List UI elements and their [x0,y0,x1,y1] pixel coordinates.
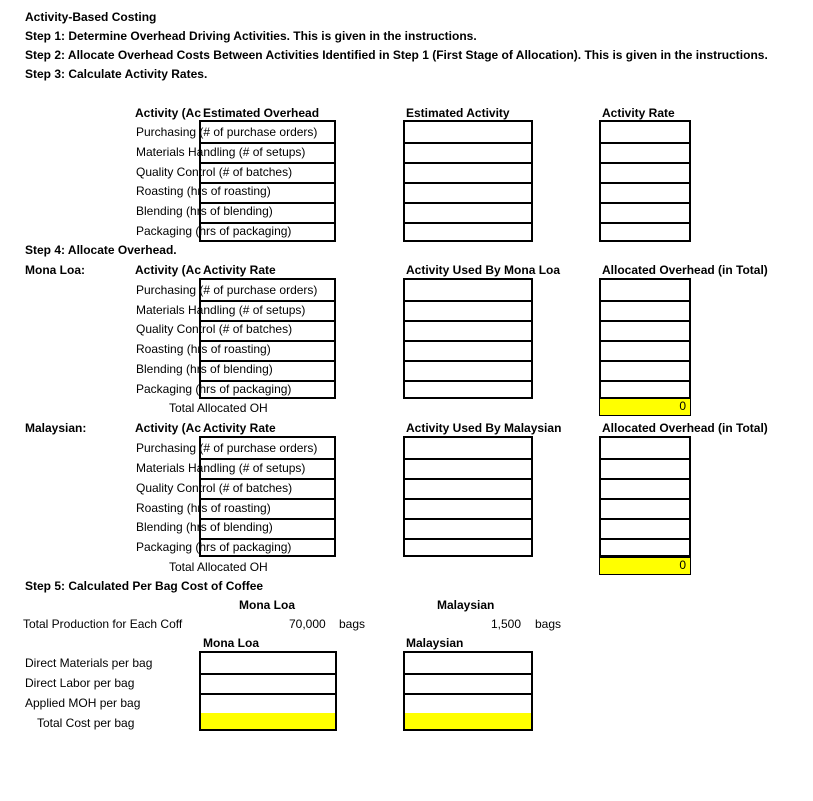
step3-rate-column[interactable] [599,120,691,242]
malaysian-col-alloc: Allocated Overhead (in Total) [602,421,768,435]
mona-used-column[interactable] [403,278,533,399]
malaysian-col-rate: Activity Rate [203,421,280,435]
input-cell[interactable] [405,162,531,180]
mona-total-value[interactable]: 0 [599,398,691,416]
step3-col-est-activity: Estimated Activity [406,106,510,120]
mona-col-rate: Activity Rate [203,263,280,277]
step2-text: Step 2: Allocate Overhead Costs Between Activities Identified in Step 1 (First Stage of Allocation). This is given in the instructions. [25,48,768,62]
mona-total-cost-cell[interactable] [201,713,335,729]
input-cell[interactable] [405,182,531,200]
step3-activity-label: Packaging (hrs of packaging) [136,224,292,238]
production-label: Total Production for Each Coff [23,617,183,631]
input-cell[interactable] [601,458,689,476]
input-cell[interactable] [405,458,531,476]
malaysian-total-value[interactable]: 0 [599,557,691,575]
cost-row-label: Applied MOH per bag [25,696,141,710]
input-cell[interactable] [601,162,689,180]
step5-head-malaysian: Malaysian [437,598,495,612]
malaysian-activity-label: Roasting (hrs of roasting) [136,501,271,515]
cost-row-label: Direct Materials per bag [25,656,153,670]
input-cell[interactable] [405,280,531,298]
sheet-title: Activity-Based Costing [25,10,157,24]
input-cell[interactable] [405,142,531,160]
input-cell[interactable] [601,142,689,160]
step1-text: Step 1: Determine Overhead Driving Activities. This is given in the instructions. [25,29,477,43]
malaysian-used-column[interactable] [403,436,533,557]
malaysian-activity-label: Quality Control (# of batches) [136,481,293,495]
input-cell[interactable] [601,300,689,318]
step3-activity-label: Materials Handling (# of setups) [136,145,306,159]
mona-col-activity: Activity (Ac [135,263,202,277]
input-cell[interactable] [601,498,689,516]
input-cell[interactable] [405,438,531,456]
total-cost-label: Total Cost per bag [37,716,135,730]
input-cell[interactable] [601,518,689,536]
step3-activity-label: Purchasing (# of purchase orders) [136,125,318,139]
malaysian-activity-label: Blending (hrs of blending) [136,520,273,534]
mona-col-alloc: Allocated Overhead (in Total) [602,263,768,277]
malaysian-bags-unit: bags [535,617,562,631]
step5-col-mona: Mona Loa [203,636,259,650]
input-cell[interactable] [601,280,689,298]
input-cell[interactable] [601,182,689,200]
input-cell[interactable] [405,380,531,398]
step5-title: Step 5: Calculated Per Bag Cost of Coffee [25,579,264,593]
step5-mona-column[interactable] [199,651,337,731]
input-cell[interactable] [405,360,531,378]
step3-activity-label: Blending (hrs of blending) [136,204,273,218]
step5-col-malaysian: Malaysian [406,636,464,650]
input-cell[interactable] [601,438,689,456]
mona-total-label: Total Allocated OH [169,401,268,415]
input-cell[interactable] [405,693,531,711]
mona-activity-label: Purchasing (# of purchase orders) [136,283,318,297]
malaysian-col-activity: Activity (Ac [135,421,202,435]
input-cell[interactable] [201,693,335,711]
mona-bags-unit: bags [339,617,366,631]
input-cell[interactable] [405,518,531,536]
malaysian-bags-value: 1,500 [491,617,522,631]
mona-activity-label: Materials Handling (# of setups) [136,303,306,317]
step3-text: Step 3: Calculate Activity Rates. [25,67,208,81]
malaysian-activity-label: Packaging (hrs of packaging) [136,540,292,554]
step5-head-mona: Mona Loa [239,598,295,612]
mona-activity-label: Quality Control (# of batches) [136,322,293,336]
input-cell[interactable] [405,300,531,318]
malaysian-total-cost-cell[interactable] [405,713,531,729]
input-cell[interactable] [405,340,531,358]
malaysian-activity-label: Purchasing (# of purchase orders) [136,441,318,455]
step3-activity-label: Quality Control (# of batches) [136,165,293,179]
step3-activity-label: Roasting (hrs of roasting) [136,184,271,198]
input-cell[interactable] [405,202,531,220]
mona-bags-value: 70,000 [289,617,326,631]
mona-col-used: Activity Used By Mona Loa [406,263,561,277]
input-cell[interactable] [405,538,531,556]
input-cell[interactable] [601,380,689,398]
input-cell[interactable] [405,320,531,338]
input-cell[interactable] [405,498,531,516]
step3-col-overhead: Estimated Overhead [203,106,323,120]
input-cell[interactable] [601,222,689,240]
mona-alloc-column[interactable] [599,278,691,399]
step3-est-activity-column[interactable] [403,120,533,242]
mona-activity-label: Packaging (hrs of packaging) [136,382,292,396]
step3-col-activity: Activity (Ac [135,106,202,120]
input-cell[interactable] [201,673,335,691]
malaysian-col-used: Activity Used By Malaysian [406,421,562,435]
input-cell[interactable] [601,122,689,140]
step3-col-rate: Activity Rate [602,106,675,120]
input-cell[interactable] [601,538,689,556]
mona-label: Mona Loa: [25,263,85,277]
input-cell[interactable] [405,673,531,691]
input-cell[interactable] [601,202,689,220]
malaysian-label: Malaysian: [25,421,87,435]
input-cell[interactable] [405,653,531,671]
input-cell[interactable] [601,478,689,496]
input-cell[interactable] [405,478,531,496]
malaysian-total-label: Total Allocated OH [169,560,268,574]
input-cell[interactable] [201,653,335,671]
input-cell[interactable] [405,122,531,140]
input-cell[interactable] [601,360,689,378]
input-cell[interactable] [601,320,689,338]
malaysian-activity-label: Materials Handling (# of setups) [136,461,306,475]
cost-row-label: Direct Labor per bag [25,676,135,690]
input-cell[interactable] [601,340,689,358]
step4-title: Step 4: Allocate Overhead. [25,243,177,257]
mona-activity-label: Roasting (hrs of roasting) [136,342,271,356]
input-cell[interactable] [405,222,531,240]
mona-activity-label: Blending (hrs of blending) [136,362,273,376]
malaysian-alloc-column[interactable] [599,436,691,557]
step5-malaysian-column[interactable] [403,651,533,731]
